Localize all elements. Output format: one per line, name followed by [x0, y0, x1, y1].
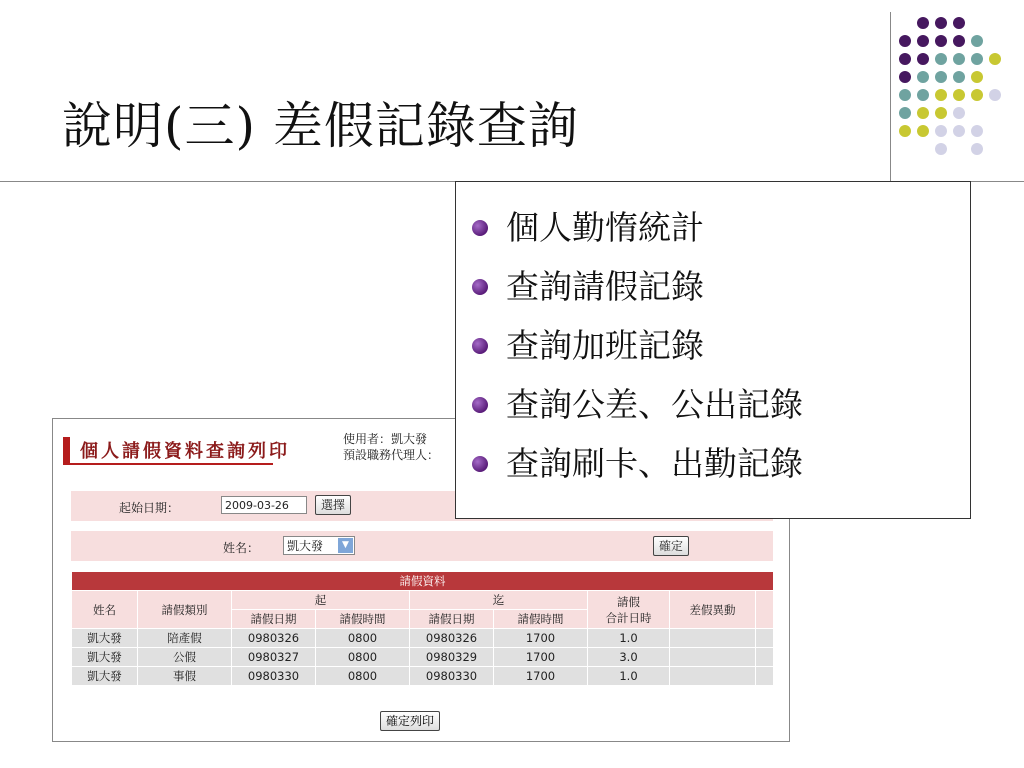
bullet-text: 個人勤惰統計 [506, 208, 704, 247]
select-date-button[interactable]: 選擇 [315, 495, 351, 515]
dot [917, 35, 929, 47]
cell-total: 3.0 [588, 648, 670, 667]
title-underline [63, 463, 273, 465]
dot [935, 71, 947, 83]
dot [899, 71, 911, 83]
dot [917, 89, 929, 101]
dot [953, 89, 965, 101]
col-header-name: 姓名 [72, 591, 138, 629]
bullet-text: 查詢請假記錄 [506, 267, 704, 306]
confirm-button[interactable]: 確定 [653, 536, 689, 556]
col-header-leave-type: 請假類別 [138, 591, 232, 629]
bullet-item [466, 316, 970, 375]
start-date-field[interactable]: 2009-03-26 [221, 496, 307, 514]
dot [899, 107, 911, 119]
vertical-divider [890, 12, 891, 182]
cell-total: 1.0 [588, 667, 670, 686]
bullet-dot-icon [472, 456, 488, 472]
dot [971, 35, 983, 47]
dot [899, 35, 911, 47]
confirm-print-button[interactable]: 確定列印 [380, 711, 440, 731]
col-header-from-date: 請假日期 [232, 610, 316, 629]
cell-name: 凱大發 [72, 648, 138, 667]
dot [935, 53, 947, 65]
col-header-to: 迄 [410, 591, 588, 610]
bullet-dot-icon [472, 338, 488, 354]
bullet-dot-icon [472, 397, 488, 413]
col-header-total [588, 591, 670, 629]
dot [899, 125, 911, 137]
cell-to-time: 1700 [494, 667, 588, 686]
dot [899, 53, 911, 65]
bullet-list-box [455, 181, 971, 519]
dot [917, 71, 929, 83]
cell-name: 凱大發 [72, 667, 138, 686]
cell-from-time: 0800 [316, 629, 410, 648]
header-row-1 [72, 591, 774, 610]
cell-from-date: 0980327 [232, 648, 316, 667]
cell-extra [756, 629, 774, 648]
bullet-item [466, 375, 970, 434]
dot [953, 17, 965, 29]
cell-type: 公假 [138, 648, 232, 667]
dot [917, 53, 929, 65]
user-info [343, 431, 439, 463]
bullet-item [466, 198, 970, 257]
table-row [72, 648, 774, 667]
table-row [72, 629, 774, 648]
cell-type: 陪產假 [138, 629, 232, 648]
start-date-label: 起始日期： [119, 501, 180, 515]
dot [989, 53, 1001, 65]
dot [971, 53, 983, 65]
cell-from-time: 0800 [316, 648, 410, 667]
cell-name: 凱大發 [72, 629, 138, 648]
col-header-to-time: 請假時間 [494, 610, 588, 629]
cell-change [670, 629, 756, 648]
bullet-item [466, 434, 970, 493]
dot [917, 125, 929, 137]
cell-change [670, 667, 756, 686]
dot [953, 35, 965, 47]
dot [935, 17, 947, 29]
name-select[interactable] [283, 536, 355, 555]
col-header-extra [756, 591, 774, 629]
leave-table [71, 571, 774, 686]
dot [971, 143, 983, 155]
section-header-row [72, 572, 774, 591]
col-header-to-date: 請假日期 [410, 610, 494, 629]
cell-extra [756, 648, 774, 667]
user-label: 使用者：凱大發 [343, 432, 428, 446]
chevron-down-icon[interactable]: ▼ [338, 538, 353, 553]
col-header-total-top: 請假 [617, 594, 640, 609]
dot [935, 143, 947, 155]
dot [935, 35, 947, 47]
bullet-item [466, 257, 970, 316]
cell-to-time: 1700 [494, 629, 588, 648]
cell-from-time: 0800 [316, 667, 410, 686]
cell-to-time: 1700 [494, 648, 588, 667]
dot [989, 89, 1001, 101]
dot [899, 89, 911, 101]
dot [971, 71, 983, 83]
cell-extra [756, 667, 774, 686]
dot [935, 125, 947, 137]
dot [935, 89, 947, 101]
col-header-change: 差假異動 [670, 591, 756, 629]
dot [953, 125, 965, 137]
cell-to-date: 0980326 [410, 629, 494, 648]
bullet-list [456, 182, 970, 493]
cell-type: 事假 [138, 667, 232, 686]
cell-total: 1.0 [588, 629, 670, 648]
section-title: 請假資料 [72, 572, 774, 591]
agent-label: 預設職務代理人： [343, 448, 440, 462]
table-row [72, 667, 774, 686]
dot [971, 89, 983, 101]
name-filter-row [71, 531, 773, 561]
bullet-text: 查詢公差、公出記錄 [506, 385, 803, 424]
cell-to-date: 0980329 [410, 648, 494, 667]
cell-from-date: 0980330 [232, 667, 316, 686]
dot [917, 107, 929, 119]
bullet-dot-icon [472, 279, 488, 295]
cell-change [670, 648, 756, 667]
cell-to-date: 0980330 [410, 667, 494, 686]
dot [917, 17, 929, 29]
dot [953, 71, 965, 83]
dot [953, 53, 965, 65]
dot [953, 107, 965, 119]
slide-title: 說明(三) 差假記錄查詢 [62, 97, 579, 155]
col-header-from-time: 請假時間 [316, 610, 410, 629]
col-header-from: 起 [232, 591, 410, 610]
bullet-dot-icon [472, 220, 488, 236]
name-label: 姓名： [223, 541, 260, 555]
bullet-text: 查詢加班記錄 [506, 326, 704, 365]
dot [935, 107, 947, 119]
cell-from-date: 0980326 [232, 629, 316, 648]
bullet-text: 查詢刷卡、出勤記錄 [506, 444, 803, 483]
col-header-total-bottom: 合計日時 [605, 610, 652, 625]
form-title: 個人請假資料查詢列印 [63, 437, 290, 463]
name-select-value: 凱大發 [287, 539, 324, 553]
dot [971, 125, 983, 137]
